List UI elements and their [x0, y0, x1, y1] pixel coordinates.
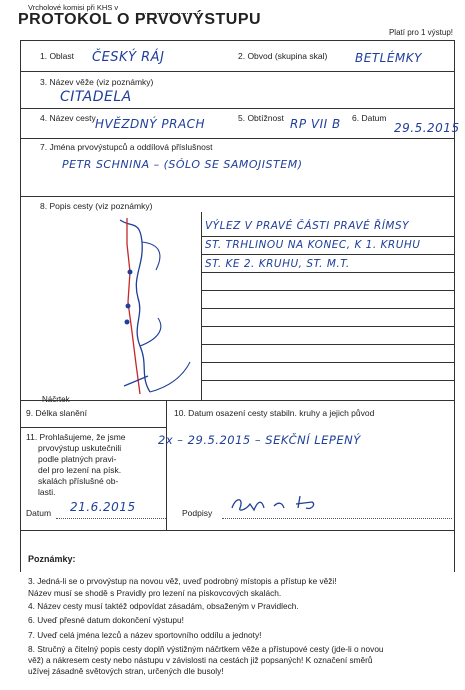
- note-item: Název musí se shodě s Pravidly pro lezení na pískovcových skalách.: [28, 588, 282, 598]
- note-item: 6. Uveď přesné datum dokončení výstupu!: [28, 615, 184, 625]
- note-item: užívej zásadně světových stran, určených dle busoly!: [28, 666, 224, 676]
- difficulty-value: RP VII B: [290, 117, 341, 131]
- tower-label: 3. Název věže (viz poznámky): [40, 77, 154, 87]
- district-value: BETLÉMKY: [355, 51, 422, 65]
- climbers-value: PETR SCHNINA – (SÓLO SE SAMOJISTEM): [62, 158, 303, 171]
- notes-heading: Poznámky:: [28, 554, 76, 564]
- description-line-1: VÝLEZ V PRAVÉ ČÁSTI PRAVÉ ŘÍMSY: [205, 220, 410, 232]
- area-label: 1. Oblast: [40, 51, 75, 61]
- page-title: PROTOKOL O PRVOVÝSTUPU: [18, 11, 262, 28]
- note-item: 4. Název cesty musí taktéž odpovídat zásadám, obsaženým v Pravidlech.: [28, 601, 299, 611]
- tower-value: CITADELA: [60, 89, 132, 105]
- rings-value: 2x – 29.5.2015 – SEKČNÍ LEPENÝ: [158, 433, 361, 447]
- description-line-2: ST. TRHLINOU NA KONEC, K 1. KRUHU: [205, 239, 421, 251]
- climbers-label: 7. Jména prvovýstupců a oddílová příslušnost: [40, 142, 213, 152]
- declaration-text: 11. Prohlašujeme, že jsme prvovýstup uskutečnili podle platných pravi- del pro lezení na písk. skalách příslušné ob- lasti.: [26, 432, 126, 497]
- sign-date-label: Datum: [26, 508, 52, 518]
- route-description-label: 8. Popis cesty (viz poznámky): [40, 201, 153, 211]
- rings-label: 10. Datum osazení cesty stabiln. kruhy a jejich původ: [174, 408, 375, 418]
- ledge-mark: [124, 376, 148, 386]
- route-sketch: [80, 214, 215, 404]
- rappel-length-label: 9. Délka slanění: [26, 408, 87, 418]
- ring-1-mark: [128, 270, 133, 275]
- note-item: 8. Stručný a čitelný popis cesty doplň výstižným náčrtkem věže a přístupové cesty (jde-li o novou: [28, 644, 384, 654]
- route-name-label: 4. Název cesty: [40, 113, 96, 123]
- rock-contour-lower: [140, 318, 161, 346]
- rock-contour: [142, 242, 160, 270]
- note-item: věž) a nákresem cesty nebo nástupu v závislosti na cestách již popsaných! K označení směrů: [28, 655, 373, 665]
- climber-signature: [226, 492, 326, 516]
- note-item: 7. Uveď celá jména lezců a název sportovního oddílu a jednoty!: [28, 630, 262, 640]
- validity-note: Platí pro 1 výstup!: [388, 28, 453, 37]
- ring-3-mark: [125, 320, 130, 325]
- signatures-label: Podpisy: [182, 508, 213, 518]
- sketch-caption: Náčrtek: [42, 395, 70, 404]
- ring-2-mark: [126, 304, 131, 309]
- sign-date-value: 21.6.2015: [70, 500, 136, 514]
- description-line-3: ST. KE 2. KRUHU, ST. M.T.: [205, 258, 350, 270]
- rock-outline: [120, 220, 150, 392]
- issuer-line: Vrcholové komisi při KHS v: [28, 3, 119, 12]
- note-item: 3. Jedná-li se o prvovýstup na novou věž, uveď podrobný místopis a přístup ke věži!: [28, 576, 337, 586]
- district-label: 2. Obvod (skupina skal): [238, 51, 328, 61]
- ground-line: [150, 362, 190, 392]
- difficulty-label: 5. Obtížnost: [238, 113, 284, 123]
- area-value: ČESKÝ RÁJ: [92, 50, 165, 65]
- route-name-value: HVĚZDNÝ PRACH: [95, 117, 206, 131]
- date-label: 6. Datum: [352, 113, 387, 123]
- date-value: 29.5.2015: [394, 121, 460, 135]
